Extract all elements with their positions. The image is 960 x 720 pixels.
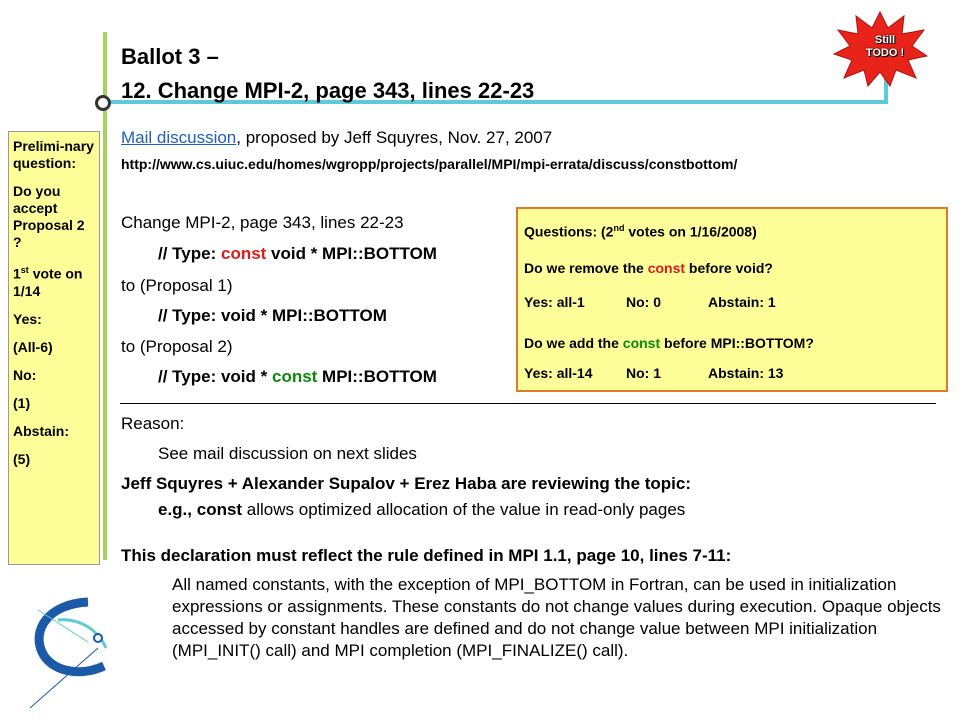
preliminary-question-box: [8, 131, 100, 565]
prelim-abstain-value: (5): [13, 450, 31, 467]
proposal-1-label: to (Proposal 1): [121, 276, 233, 295]
discussion-url: http://www.cs.uiuc.edu/homes/wgropp/projects/parallel/MPI/mpi-errata/discuss/constbottom/: [121, 156, 738, 172]
prelim-heading: Prelimi-nary question:: [13, 138, 94, 171]
questions-header: Questions: (2nd votes on 1/16/2008): [524, 223, 757, 240]
reason-see: See mail discussion on next slides: [158, 444, 417, 463]
q1-abstain: Abstain: 1: [708, 294, 776, 310]
proposal-1-declaration: // Type: void * MPI::BOTTOM: [158, 306, 387, 325]
change-heading: Change MPI-2, page 343, lines 22-23: [121, 213, 404, 232]
prelim-abstain-label: Abstain:: [13, 422, 69, 439]
const-keyword: const: [622, 335, 661, 351]
prelim-question: Do you accept Proposal 2 ?: [13, 183, 85, 250]
example-line: e.g., const allows optimized allocation of the value in read-only pages: [158, 500, 686, 519]
hlrs-logo-icon: [28, 590, 112, 710]
prelim-yes-label: Yes:: [13, 310, 42, 327]
still-todo-badge: [852, 34, 918, 60]
prelim-vote: 1st vote on 1/14: [13, 265, 83, 299]
q2-abstain: Abstain: 13: [708, 365, 784, 381]
prelim-no-label: No:: [13, 366, 37, 383]
title-line-1: Ballot 3 –: [121, 44, 219, 69]
q1-yes: Yes: all-1: [524, 294, 585, 310]
question-1: Do we remove the const before void?: [524, 260, 773, 276]
section-divider: [120, 403, 936, 404]
corner-bullet: [95, 95, 111, 111]
rule-line: This declaration must reflect the rule defined in MPI 1.1, page 10, lines 7-11:: [121, 546, 732, 565]
badge-line-1: Still: [874, 34, 896, 46]
reviewers-line: Jeff Squyres + Alexander Supalov + Erez Haba are reviewing the topic:: [121, 474, 692, 493]
const-keyword: const: [196, 500, 243, 519]
question-2: Do we add the const before MPI::BOTTOM?: [524, 335, 814, 351]
q2-yes: Yes: all-14: [524, 365, 593, 381]
slide-title: [121, 40, 534, 108]
questions-box: [516, 207, 948, 392]
badge-line-2: TODO !: [865, 47, 905, 59]
discussion-rest: , proposed by Jeff Squyres, Nov. 27, 2007: [236, 128, 553, 147]
prelim-no-value: (1): [13, 394, 31, 411]
proposal-2-label: to (Proposal 2): [121, 337, 233, 356]
const-keyword: const: [220, 244, 267, 263]
const-keyword: const: [647, 260, 686, 276]
discussion-line: [121, 127, 552, 149]
title-line-2: 12. Change MPI-2, page 343, lines 22-23: [121, 78, 535, 103]
proposal-2-declaration: // Type: void * const MPI::BOTTOM: [158, 367, 437, 386]
q2-no: No: 1: [626, 365, 661, 381]
const-keyword: const: [271, 367, 318, 386]
prelim-yes-value: (All-6): [13, 338, 53, 355]
q1-no: No: 0: [626, 294, 661, 310]
original-declaration: // Type: const void * MPI::BOTTOM: [158, 244, 437, 263]
vertical-accent-line: [103, 32, 107, 560]
mpi-quote: All named constants, with the exception of MPI_BOTTOM in Fortran, can be used in initialization expressions or assignments. These constants do not change values during execution. Opaque objects accessed by constant handles are defined and do not change value between MPI initialization (MPI_INIT() call) and MPI completion (MPI_FINALIZE() call).: [172, 575, 941, 660]
reason-label: Reason:: [121, 414, 185, 433]
mail-discussion-link[interactable]: Mail discussion: [121, 128, 237, 147]
